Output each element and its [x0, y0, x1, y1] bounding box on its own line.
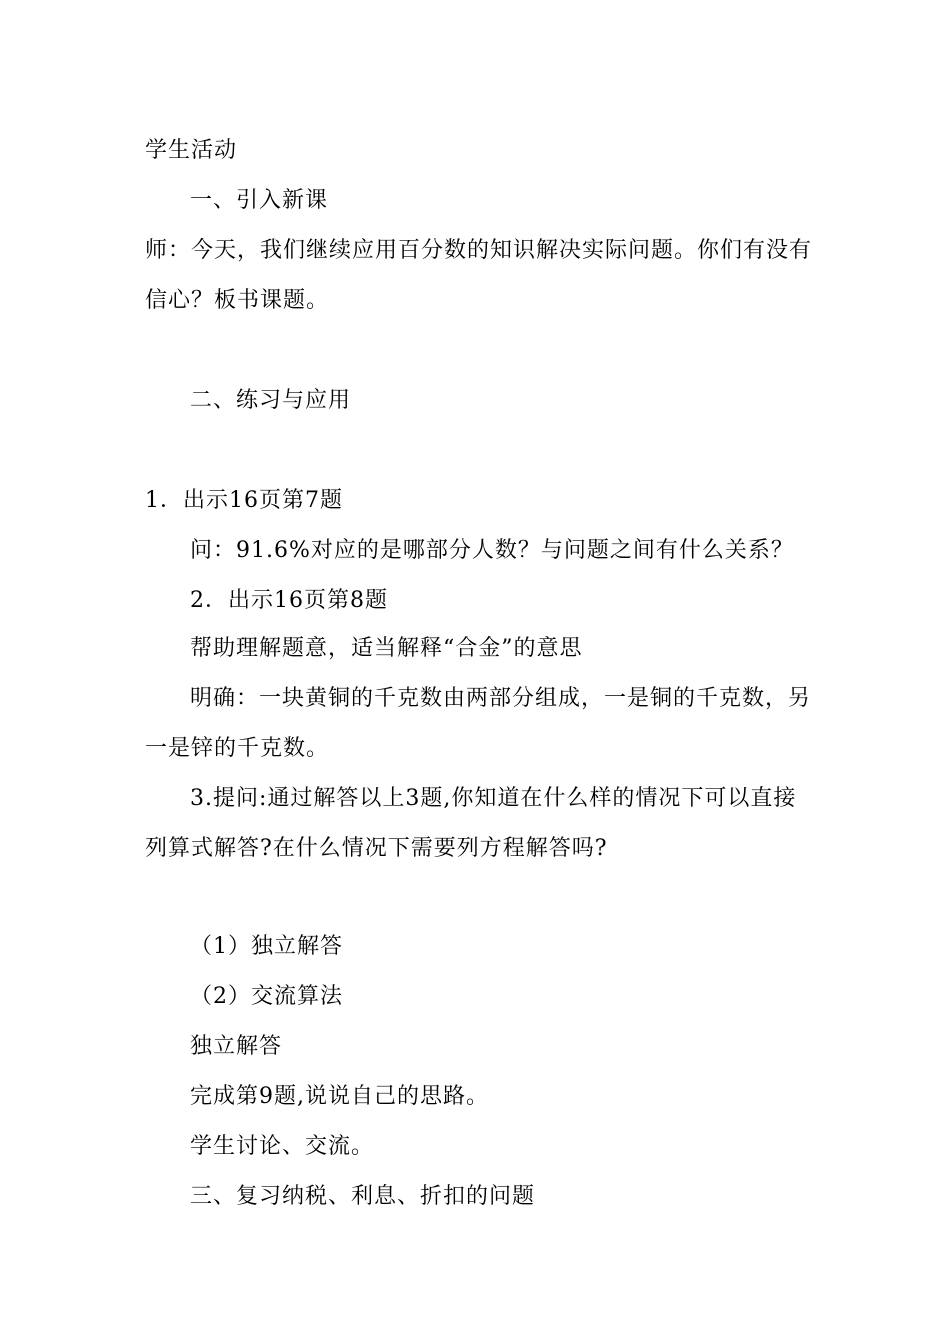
sub-list-item: （1）独立解答 — [190, 934, 343, 959]
section-heading-practice: 二、练习与应用 — [190, 388, 352, 413]
paragraph-line: 完成第9题,说说自己的思路。 — [190, 1084, 489, 1109]
section-heading-review: 三、复习纳税、利息、折扣的问题 — [190, 1184, 536, 1209]
paragraph-line: 师：今天，我们继续应用百分数的知识解决实际问题。你们有没有 — [145, 238, 813, 263]
section-heading-introduction: 一、引入新课 — [190, 188, 329, 213]
paragraph-line: 独立解答 — [190, 1034, 283, 1059]
list-item: 3.提问:通过解答以上3题,你知道在什么样的情况下可以直接 — [190, 786, 797, 811]
paragraph-line: 一是锌的千克数。 — [145, 736, 330, 761]
paragraph-line: 问：91.6%对应的是哪部分人数？与问题之间有什么关系？ — [190, 538, 794, 563]
list-item: 2．出示16页第8题 — [190, 588, 388, 613]
paragraph-line: 信心？板书课题。 — [145, 288, 330, 313]
paragraph-line: 明确：一块黄铜的千克数由两部分组成，一是铜的千克数，另 — [190, 686, 812, 711]
paragraph-line: 列算式解答?在什么情况下需要列方程解答吗? — [145, 836, 608, 861]
sub-list-item: （2）交流算法 — [190, 984, 343, 1009]
heading-student-activity: 学生活动 — [145, 138, 238, 163]
paragraph-line: 学生讨论、交流。 — [190, 1134, 375, 1159]
paragraph-line: 帮助理解题意，适当解释“合金”的意思 — [190, 636, 583, 661]
list-item: 1．出示16页第7题 — [145, 488, 343, 513]
